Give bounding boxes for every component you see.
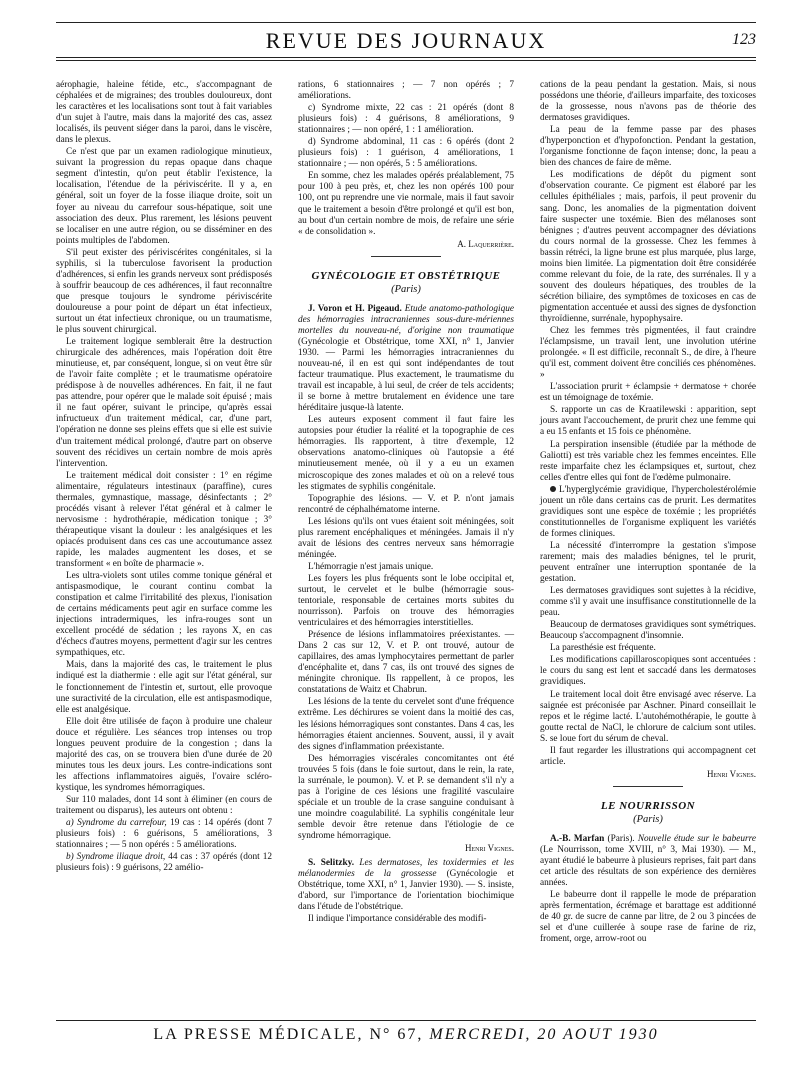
section-city: (Paris) [391, 283, 421, 295]
page-header [56, 28, 756, 52]
article-lead: A.-B. Marfan (Paris). Nouvelle étude sur le babeurre (Le Nourrisson, tome XVIII, n° 3, Mai 1930). — M., ayant étudié le babeurre à plusieurs reprises, fait part dans cet article des résultats de son expérience des dernières années. [540, 834, 757, 889]
header-rule-bottom [56, 57, 756, 58]
paragraph: Les ultra-violets sont utiles comme tonique général et antispasmodique, le courant continu combat la constipation et calme l'irritabilité des plexus, l'ionisation de certains médicaments peut agir en surface comme les injections intradermiques, les infra-rouges sont un excellent procédé de sédation ; les rayons X, en cas d'échecs d'autres moyens, permettent d'agir sur les centres sympathiques, etc. [56, 571, 272, 659]
paragraph: Les modifications capillaroscopiques sont accentuées : le cours du sang est lent et saccadé dans les dermatoses gravidiques. [540, 655, 756, 688]
paragraph: L'hyperglycémie gravidique, l'hypercholestérolémie jouent un rôle dans certains cas de prurit. Les dermatites gravidiques sont une espèce de toxémie ; les propriétés constitutionnelles de l'organisme expliquent les variétés de formes cliniques. [540, 484, 756, 539]
header-rule-top [56, 22, 756, 23]
running-title: REVUE DES JOURNAUX [265, 28, 547, 53]
paragraph: Sur 110 malades, dont 14 sont à éliminer (en cours de traitement ou disparus), les auteurs ont obtenu : [56, 795, 272, 817]
paragraph: S'il peut exister des périviscérites congénitales, si la syphilis, si la tuberculose favorisent la production d'adhérences, si enfin les grands nerveux sont prédisposés à souffrir beaucoup de ces adhérences, il faut reconnaître que presque toujours le syndrome périviscérite douloureuse a pour point de départ un état infectieux, surtout un état infectieux chronique, ou un traumatisme, le plus souvent chirurgical. [56, 247, 272, 336]
result-item: a) Syndrome du carrefour, 19 cas : 14 opérés (dont 7 plusieurs fois) : 6 guérisons, 5 améliorations, 3 stationnaires ; — 5 non opérés : 5 améliorations. [56, 818, 273, 851]
bullet-mark [550, 486, 556, 492]
section-city: (Paris) [633, 813, 663, 825]
footer-journal: LA PRESSE MÉDICALE, N° 67, [153, 1026, 424, 1043]
footer-rule [56, 1020, 756, 1021]
paragraph: Les lésions qu'ils ont vues étaient soit méningées, soit plus rarement encéphaliques et méningées. Jamais il n'y avait de lésions des centres nerveux sans hémorragie méningée. [298, 516, 514, 560]
paragraph: L'hémorragie n'est jamais unique. [308, 561, 434, 572]
paragraph: Les foyers les plus fréquents sont le lobe occipital et, surtout, le cervelet et le bulbe (hémorragie sous-tentoriale, responsable de certaines morts subites du nourrisson). Parfois on trouve des hémorragies ventriculaires et des hémorragies interstitielles. [298, 573, 514, 629]
paragraph: cations de la peau pendant la gestation. Mais, si nous possédons une théorie, d'ailleurs imparfaite, des toxicoses de la grossesse, nous n'avons pas de théorie des dermatoses gravidiques. [540, 80, 756, 124]
signature: Henri Vignes. [706, 768, 756, 779]
paragraph: c) Syndrome mixte, 22 cas : 21 opérés (dont 8 plusieurs fois) : 4 guérisons, 8 améliorations, 9 stationnaires ; — non opéré, 1 : 1 amélioration. [298, 103, 514, 136]
paragraph: Les lésions de la tente du cervelet sont d'une fréquence extrême. Les déchirures se voient dans la moitié des cas, les lésions hémorragiques sont constantes. Dans 4 cas, les hémorragies étaient anciennes. Souvent, aussi, il y avait des signes d'inflammation préexistante. [298, 697, 514, 752]
paragraph: Le traitement logique semblerait être la destruction chirurgicale des adhérences, mais l'opération doit être minutieuse, et, par conséquent, longue, si on veut être sûr de l'avoir faite complète ; et le traumatisme opératoire prédispose à de nouvelles adhérences. En fait, il ne faut pas attendre, pour opérer que le malade soit épuisé ; mais il ne faut opérer, suivant le principe, qu'après essai infructueux d'un traitement médical, car, d'une part, l'opération ne donne ses pleins effets que si elle est suivie d'un traitement médical prolongé, d'autre part on observe souvent des récidives un certain nombre de mois après l'intervention. [56, 337, 272, 469]
paragraph: Les dermatoses gravidiques sont sujettes à la récidive, comme s'il y avait une insuffisance constitutionnelle de la peau. [540, 586, 756, 619]
paragraph: L'association prurit + éclampsie + dermatose + chorée est un témoignage de toxémie. [540, 382, 756, 404]
paragraph: Mais, dans la majorité des cas, le traitement le plus indiqué est la diathermie : elle agit sur l'état général, sur le fonctionnement de l'intestin et, surtout, elle provoque une suractivité de la circulation, elle est antispasmodique, elle est analgésique. [56, 660, 272, 715]
header-rule-bottom-2 [56, 60, 756, 61]
page-number: 123 [732, 31, 756, 48]
paragraph: La paresthésie est fréquente. [550, 643, 656, 654]
section-title: LE NOURRISSON [600, 799, 696, 812]
paragraph: Ce n'est que par un examen radiologique minutieux, suivant la progression du repas opaque dans chaque segment d'intestin, qu'on peut établir l'existence, la localisation, l'étendue de la périviscérite. Il y a, en général, soit un foyer de la fosse iliaque droite, soit un foyer au niveau du carrefour sous-hépatique, soit une association des deux. Plus rarement, les lésions peuvent se localiser en une autre région, ou se disséminer en des points multiples de l'abdomen. [56, 147, 272, 246]
paragraph: Le babeurre dont il rappelle le mode de préparation après fermentation, écrémage et barattage est additionné de 40 gr. de sucre de canne par litre, de 2 ou 3 pincées de sel et d'une cuillerée à soupe rase de farine de riz, froment, orge, arrow-root ou [540, 890, 756, 945]
paragraph: Elle doit être utilisée de façon à produire une chaleur douce et régulière. Les séances trop intenses ou trop longues peuvent produire de la congestion ; dans la majorité des cas, on se trouvera bien d'une durée de 20 minutes tous les deux jours. Les contre-indications sont les affections inflammatoires aiguës, l'ovaire scléro-kystique, les syndromes hémorragiques. [56, 716, 272, 793]
paragraph: En somme, chez les malades opérés préalablement, 75 pour 100 à peu près, et, chez les non opérés 100 pour 100, ont pu reprendre une vie normale, mais il faut savoir que le traitement a besoin d'être prolongé et qu'il est bon, au bout d'un certain nombre de mois, de refaire une série « de consolidation ». [298, 171, 514, 237]
paragraph: Beaucoup de dermatoses gravidiques sont symétriques. Beaucoup s'accompagnent d'insomnie. [540, 620, 756, 642]
section-separator [371, 256, 441, 257]
section-separator [613, 786, 683, 787]
paragraph: Le traitement médical doit consister : 1° en régime alimentaire, régulateurs intestinaux (paraffine), cures thermales, gymnastique, massage, désinfectants ; 2° procédés visant à relever l'état général et à calmer le nervosisme : hydrothérapie, médication tonique ; 3° thérapeutique visant la douleur : les analgésiques et les opiacés produisent dans ces cas une accoutumance assez rapide, les malades augmentent les doses, et se transforment « en boîte de pharmacie ». [56, 470, 272, 570]
footer-date: MERCREDI, 20 AOUT 1930 [429, 1026, 659, 1043]
paragraph: Chez les femmes très pigmentées, il faut craindre l'éclampsisme, un travail lent, une involution utérine prolongée. « Il est difficile, reconnaît S., de dire, à l'heure qu'il est, comment doivent être conciliés ces phénomènes. » [540, 326, 756, 381]
paragraph: La peau de la femme passe par des phases d'hyperponction et d'hypofonction. Pendant la gestation, l'organisme fonctionne de façon intense; donc, la peau a bien des chances de faire de même. [540, 125, 756, 169]
paragraph: Les modifications de dépôt du pigment sont d'observation courante. Ce pigment est élaboré par les cellules épithéliales ; mais, parfois, il peut provenir du sang. Donc, les anomalies de la pigmentation doivent faire suspecter une toxémie. Bien des mélanoses sont bénignes ; d'autres peuvent accompagner des déviations du cours normal de la grossesse. Chez les femmes à bassin rétréci, la ligne brune est plus marquée, plus large, moins bien limitée. La pigmentation doit être considérée comme relevant du foie, de la rate, des surrénales. Il y a souvent des douleurs hépatiques, des troubles de la sécrétion biliaire, des symptômes de toxicoses en cas de pigmentation accentuée et aussi des signes de dysfonction thyroïdienne, surrénale, hypophysaire. [540, 170, 756, 324]
paragraph: aérophagie, haleine fétide, etc., s'accompagnant de céphalées et de migraines; des troubles douloureux, dont les caractères et les localisations sont tout à fait variables d'un sujet à l'autre, mais dans la majorité des cas, assez localisés, ils peuvent siéger dans la paroi, dans le viscère, dans le plexus. [56, 80, 272, 146]
paragraph: S. rapporte un cas de Kraatilewski : apparition, sept jours avant l'accouchement, de prurit chez une femme qui a eu 15 enfants et 15 fois ce phénomène. [540, 405, 756, 438]
paragraph: Il indique l'importance considérable des modifi- [308, 914, 487, 925]
section-title: GYNÉCOLOGIE ET OBSTÉTRIQUE [311, 269, 501, 282]
paragraph: Topographie des lésions. — V. et P. n'ont jamais rencontré de céphalhématome interne. [298, 493, 514, 515]
paragraph: Il faut regarder les illustrations qui accompagnent cet article. [540, 745, 756, 767]
column-2 [298, 80, 514, 925]
signature: A. Laquerrière. [457, 238, 514, 249]
paragraph: d) Syndrome abdominal, 11 cas : 6 opérés (dont 2 plusieurs fois) : 1 guérison, 4 améliorations, 1 stationnaire ; — non opérés, 5 : 5 améliorations. [298, 137, 514, 170]
paragraph: La nécessité d'interrompre la gestation s'impose rarement; mais des maladies bénignes, tel le prurit, peuvent entraîner une interruption spontanée de la gestation. [540, 540, 756, 585]
paragraph: Le traitement local doit être envisagé avec réserve. La saignée est préconisée par Aschner. Pinard conseillait le repos et le régime lacté. L'autohémothérapie, le goutte à goutte rectal de NaCl, le chlorure de calcium sont utiles. S. se loue fort du sérum de cheval. [540, 689, 756, 744]
column-1 [56, 80, 272, 920]
page-footer [56, 1026, 756, 1044]
paragraph: Les auteurs exposent comment il faut faire les autopsies pour étudier la réalité et la topographie de ces hémorragies. Ils rapportent, à titre d'exemple, 12 observations anatomo-cliniques où l'autopsie a été minutieusement menée, où il y a eu un examen microscopique des zones malades et où on a relevé tous les stigmates de syphilis congénitale. [298, 415, 514, 492]
paragraph: La perspiration insensible (étudiée par la méthode de Galiotti) est très variable chez les femmes enceintes. Elle reste imparfaite chez les éclampsiques et, surtout, chez celles d'entre elles qui font de l'œdème pulmonaire. [540, 439, 756, 483]
paragraph: Des hémorragies viscérales concomitantes ont été trouvées 5 fois (dans le foie surtout, dans le rein, la rate, la surrénale, le poumon). V. et P. se demandent s'il n'y a pas à l'origine de ces lésions une fragilité vasculaire spéciale et un trouble de la crase sanguine conduisant à une moindre coagulabilité. La syphilis congénitale leur semble devoir être retenue dans l'étiologie de ce syndrome hémorragique. [298, 753, 514, 841]
column-3 [540, 80, 757, 945]
result-item: b) Syndrome iliaque droit, 44 cas : 37 opérés (dont 12 plusieurs fois) : 9 guérisons, 22 amélio- [56, 852, 272, 874]
article-lead: S. Selitzky. Les dermatoses, les toxidermies et les mélanodermies de la grossesse (Gynécologie et Obstétrique, tome XXI, n° 1, Janvier 1930). — S. insiste, d'abord, sur l'importance de l'orientation biochimique dans l'étude de l'obstétrique. [298, 858, 514, 913]
article-lead: J. Voron et H. Pigeaud. Etude anatomo-pathologique des hémorragies intracraniennes sous-dure-mériennes mortelles du nouveau-né, d'origine non traumatique (Gynécologie et Obstétrique, tome XXI, n° 1, Janvier 1930. — Parmi les hémorragies intracraniennes du nouveau-né, il en est qui sont indépendantes de tout facteur traumatique. Plus exactement, le traumatisme du travail est incapable, à lui seul, de créer de tels accidents; il se borne à mettre brutalement en évidence une tare héréditaire jusque-là latente. [298, 303, 514, 414]
paragraph: Présence de lésions inflammatoires préexistantes. — Dans 2 cas sur 12, V. et P. ont trouvé, autour de capillaires, des amas lymphocytaires permettant de parler d'encéphalite et, dans 7 cas, ils ont trouvé des signes de méningite chronique. Ils rappellent, à ce propos, les constatations de Waitz et Chabrun. [298, 630, 514, 696]
signature: Henri Vignes. [464, 843, 514, 854]
paragraph: rations, 6 stationnaires ; — 7 non opérés ; 7 améliorations. [298, 80, 514, 102]
